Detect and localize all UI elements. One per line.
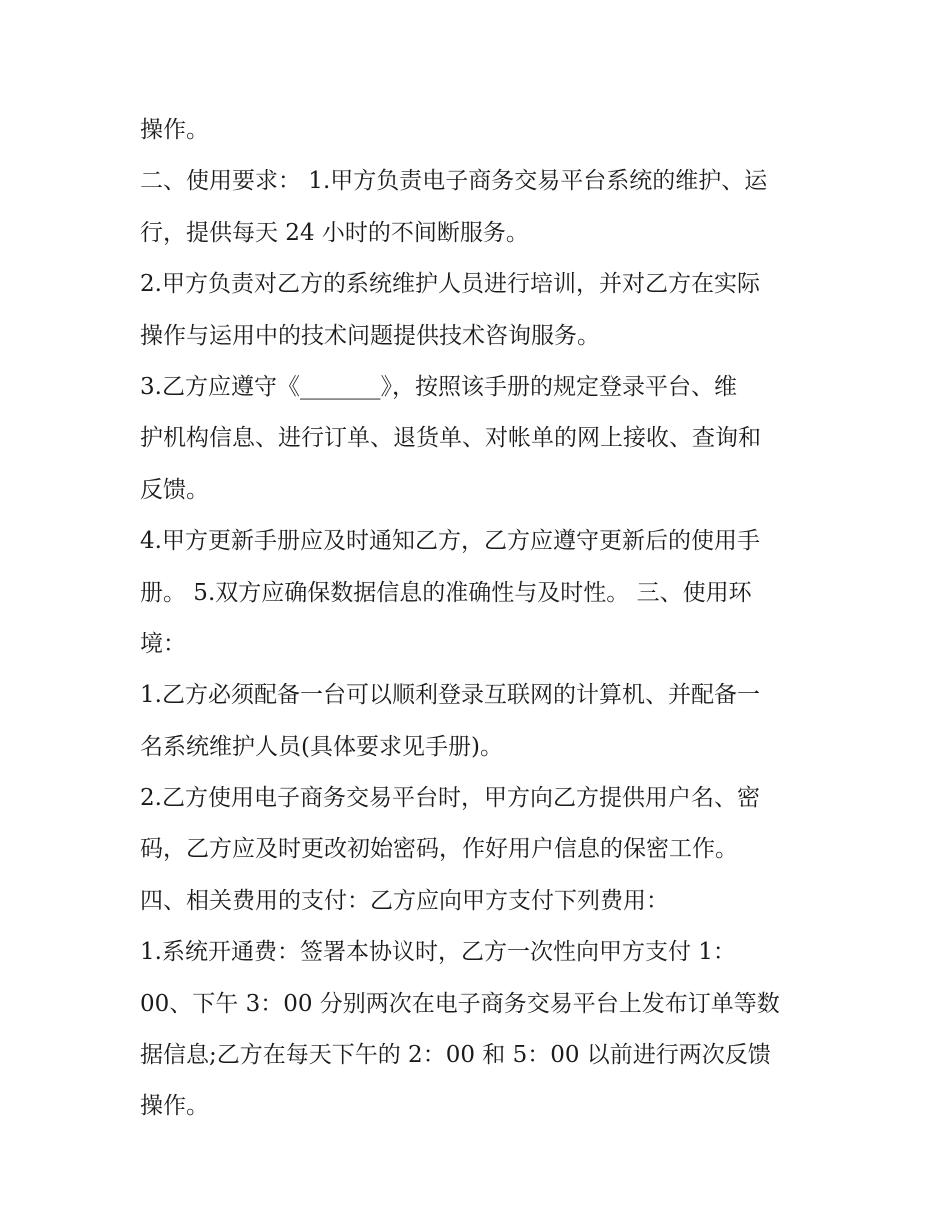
text-line-1: 操作。 bbox=[140, 117, 209, 143]
text-line-5: 操作与运用中的技术问题提供技术咨询服务。 bbox=[140, 322, 600, 349]
text-line-8: 反馈。 bbox=[140, 476, 209, 503]
text-line-16: 四、相关费用的支付：乙方应向甲方支付下列费用： bbox=[140, 887, 669, 914]
text-line-14: 2.乙方使用电子商务交易平台时，甲方向乙方提供用户名、密 bbox=[140, 785, 760, 812]
text-line-10: 册。 5.双方应确保数据信息的准确性与及时性。 三、使用环 bbox=[140, 579, 752, 606]
text-line-12: 1.乙方必须配备一台可以顺利登录互联网的计算机、并配备一 bbox=[140, 682, 760, 709]
text-line-19: 据信息;乙方在每天下午的 2：00 和 5：00 以前进行两次反馈 bbox=[140, 1042, 771, 1069]
text-line-6: 3.乙方应遵守《_______》，按照该手册的规定登录平台、维 bbox=[140, 373, 737, 400]
text-line-7: 护机构信息、进行订单、退货单、对帐单的网上接收、查询和 bbox=[140, 425, 761, 452]
document-body bbox=[140, 105, 820, 1133]
text-line-13: 名系统维护人员(具体要求见手册)。 bbox=[140, 733, 503, 760]
text-line-15: 码，乙方应及时更改初始密码，作好用户信息的保密工作。 bbox=[140, 836, 738, 863]
text-line-17: 1.系统开通费：签署本协议时，乙方一次性向甲方支付 1： bbox=[140, 939, 736, 966]
text-line-2: 二、使用要求： 1.甲方负责电子商务交易平台系统的维护、运 bbox=[140, 168, 768, 195]
text-line-3: 行，提供每天 24 小时的不间断服务。 bbox=[140, 219, 529, 246]
text-line-18: 00、下午 3：00 分别两次在电子商务交易平台上发布订单等数 bbox=[140, 990, 780, 1017]
text-line-9: 4.甲方更新手册应及时通知乙方，乙方应遵守更新后的使用手 bbox=[140, 528, 760, 555]
text-line-4: 2.甲方负责对乙方的系统维护人员进行培训，并对乙方在实际 bbox=[140, 271, 760, 298]
text-line-11: 境： bbox=[140, 630, 186, 657]
text-line-20: 操作。 bbox=[140, 1093, 209, 1120]
